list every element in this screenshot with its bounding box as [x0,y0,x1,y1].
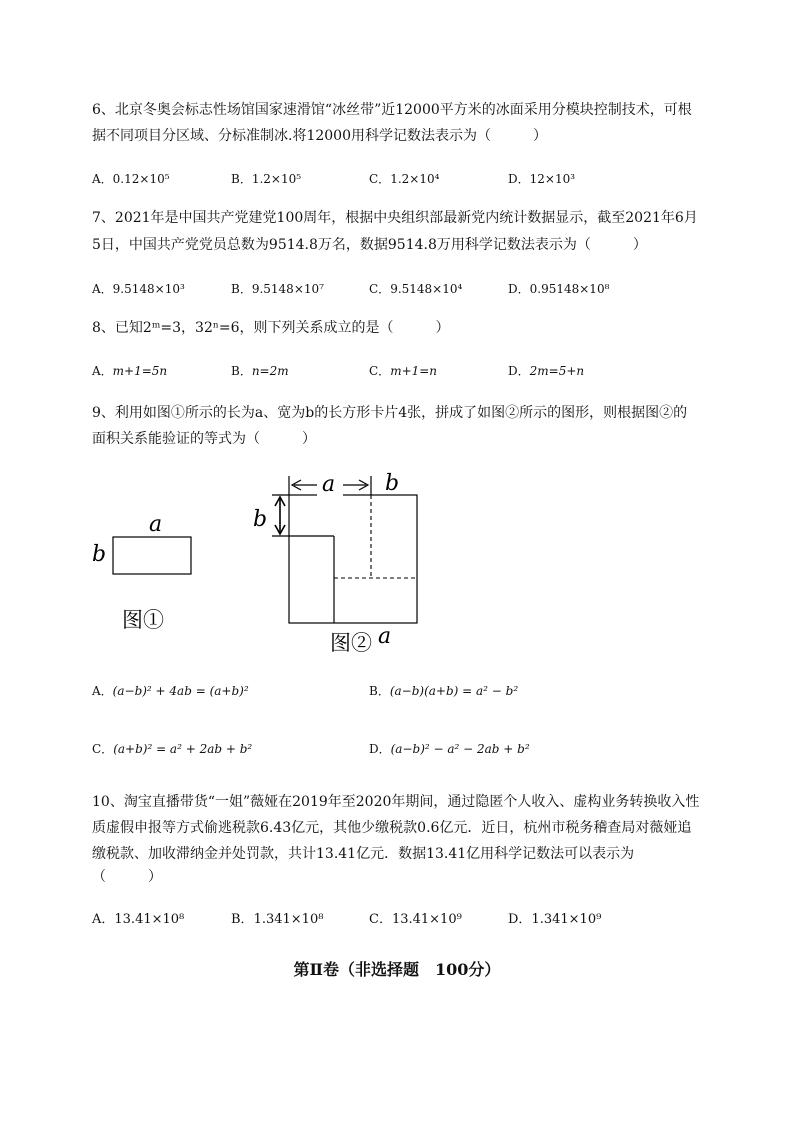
q7-stem-line1: 7、2021年是中国共产党建党100周年，根据中央组织部最新党内统计数据显示，截至2021年6月 [92,210,698,226]
q7-option-c-label: C． [369,282,391,296]
q7-option-d-label: D． [508,282,530,296]
fig2-label-a-bottom: a [378,624,392,649]
q8-option-d-label: D． [508,364,530,378]
q10-stem-line2: 质虚假申报等方式偷逃税款6.43亿元，其他少缴税款0.6亿元．近日，杭州市税务稽查局对薇娅追 [92,820,692,836]
fig2-caption: 图② [330,631,372,655]
q7-option-a-text: 9.5148×10³ [112,282,185,296]
q9-option-c-label: C． [92,742,114,756]
q8-stem: 8、已知2ᵐ=3，32ⁿ=6，则下列关系成立的是（ ） [92,320,450,336]
q7-option-b-label: B． [231,282,252,296]
q9-option-b-label: B． [369,684,390,698]
q9-option-b-text: (a−b)(a+b) = a² − b² [389,684,519,698]
q7-option-c-text: 9.5148×10⁴ [390,282,463,296]
q9-option-a-label: A． [92,684,113,698]
q10-stem-line1: 10、淘宝直播带货“一姐”薇娅在2019年至2020年期间，通过隐匿个人收入、虚构业务转换收入性 [92,794,700,810]
fig2-label-a-top: a [322,472,336,497]
q10-option-a-text: 13.41×10⁸ [114,912,185,927]
q10-stem-line4: （ ） [92,869,162,885]
q10-option-a [92,912,184,928]
q8-option-a-text: m+1=5n [112,364,168,378]
q9-option-c-text: (a+b)² = a² + 2ab + b² [113,742,253,756]
q9-option-a [92,683,249,699]
q6-option-d-text: 12×10³ [529,172,576,186]
q6-option-b-text: 1.2×10⁵ [251,172,302,186]
fig1-rectangle [113,537,191,574]
q10-option-c [369,912,462,928]
q8-option-a-label: A． [92,364,113,378]
q8-option-b-text: n=2m [251,364,289,378]
q6-option-a-text: 0.12×10⁵ [112,172,170,186]
q7-stem-line2: 5日，中国共产党党员总数为9514.8万名，数据9514.8万用科学记数法表示为（ ） [92,237,647,253]
q7-option-d-text: 0.95148×10⁸ [529,282,610,296]
fig1-label-b: b [92,542,107,567]
fig1-label-a: a [149,512,163,537]
q6-stem-line2: 据不同项目分区域、分标准制冰.将12000用科学记数法表示为（ ） [92,128,547,144]
q8-option-c-label: C． [369,364,391,378]
q10-option-c-label: C． [369,912,392,927]
q9-option-a-text: (a−b)² + 4ab = (a+b)² [112,684,249,698]
q10-stem-line3: 缴税款、加收滞纳金并处罚款，共计13.41亿元．数据13.41亿用科学记数法可以表示为 [92,846,635,862]
q8-option-c-text: m+1=n [390,364,438,378]
q9-option-d [369,741,530,757]
q8-option-d-text: 2m=5+n [529,364,585,378]
q6-option-c-label: C． [369,172,391,186]
q9-stem-line2: 面积关系能验证的等式为（ ） [92,431,316,447]
q10-option-b-label: B． [231,912,254,927]
q7-option-b-text: 9.5148×10⁷ [251,282,324,296]
q10-option-a-label: A． [92,912,115,927]
q9-stem-line1: 9、利用如图①所示的长为a、宽为b的长方形卡片4张，拼成了如图②所示的图形，则根据图②的 [92,405,688,421]
q6-stem-line1: 6、北京冬奥会标志性场馆国家速滑馆“冰丝带”近12000平方米的冰面采用分模块控制技术，可根 [92,102,692,118]
q7-option-a-label: A． [92,282,113,296]
q10-option-c-text: 13.41×10⁹ [391,912,462,927]
q9-option-d-label: D． [369,742,391,756]
q9-option-c [92,741,252,757]
q6-option-d-label: D． [508,172,530,186]
q6-option-a-label: A． [92,172,113,186]
q10-option-d [508,912,601,928]
fig2-label-b-top: b [385,471,400,496]
q10-option-b-text: 1.341×10⁸ [253,912,324,927]
q6-option-c-text: 1.2×10⁴ [390,172,440,186]
q10-option-d-label: D． [508,912,532,927]
fig2-outer-square [289,495,417,623]
q8-option-b-label: B． [231,364,252,378]
section-title: 第Ⅱ卷（非选择题 100分） [293,960,501,979]
fig1-caption: 图① [122,608,164,632]
fig2-label-b-left: b [253,507,268,532]
q6-option-b-label: B． [231,172,252,186]
q10-option-b [231,912,323,928]
q10-option-d-text: 1.341×10⁹ [531,912,602,927]
q9-option-d-text: (a−b)² − a² − 2ab + b² [390,742,530,756]
q9-option-b [369,683,518,699]
